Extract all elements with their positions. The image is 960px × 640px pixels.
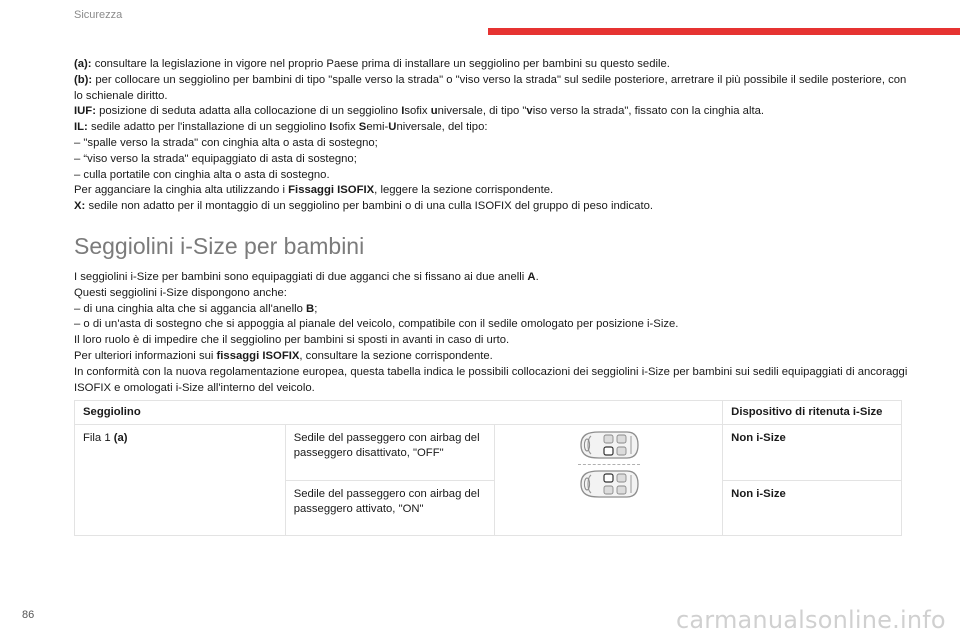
regulation-text: In conformità con la nuova regolamentazione europea, questa tabella indica le possibili collocazioni dei seggiolini i-Size per bambini sui sedili equipaggiati di ancoraggi ISOFIX e omologati i-Size all'interno del veicolo. (74, 365, 908, 394)
seat-description: Sedile del passeggero con airbag del passeggero attivato, "ON" (285, 480, 495, 536)
header-seat: Seggiolino (75, 401, 723, 425)
diagram-divider (578, 464, 640, 465)
isofix-note: Per agganciare la cinghia alta utilizzando i Fissaggi ISOFIX, leggere la sezione corrispondente. (74, 184, 554, 197)
role-text: Il loro ruolo è di impedire che il seggiolino per bambini si sposti in avanti in caso di urto. (74, 334, 510, 347)
table-header-row (75, 401, 902, 425)
car-top-view-icon (577, 429, 641, 461)
row-label: Fila 1 (a) (75, 425, 286, 536)
note-x: X: sedile non adatto per il montaggio di un seggiolino per bambini o di una culla ISOFIX del gruppo di peso indicato. (74, 200, 654, 213)
car-diagram-cell (495, 425, 723, 536)
device-value: Non i-Size (723, 425, 902, 481)
intro-text: I seggiolini i-Size per bambini sono equipaggiati di due agganci che si fissano ai due anelli A. (74, 270, 539, 283)
watermark: carmanualsonline.info (676, 606, 946, 634)
table-row (75, 425, 902, 481)
main-content (74, 57, 910, 396)
note-il: IL: sedile adatto per l'installazione di un seggiolino Isofix Semi-Universale, del tipo: (74, 121, 488, 134)
features-lead: Questi seggiolini i-Size dispongono anche: (74, 286, 287, 299)
section-title: Seggiolini i-Size per bambini (74, 232, 365, 259)
il-item: – culla portatile con cinghia alta o asta di sostegno. (74, 168, 330, 181)
isize-table (74, 400, 902, 536)
note-iuf: IUF: posizione di seduta adatta alla collocazione di un seggiolino Isofix universale, di tipo "viso verso la strada", fissato con la cinghia alta. (74, 105, 765, 118)
device-value: Non i-Size (723, 480, 902, 536)
header-device: Dispositivo di ritenuta i-Size (723, 401, 902, 425)
seat-description: Sedile del passeggero con airbag del passeggero disattivato, "OFF" (285, 425, 495, 481)
feature-item: – o di un'asta di sostegno che si appoggia al pianale del veicolo, compatibile con il sedile omologato per posizione i-Size. (74, 318, 679, 331)
header-section-title: Sicurezza (74, 9, 123, 21)
il-item: – "spalle verso la strada" con cinghia alta o asta di sostegno; (74, 136, 378, 149)
car-top-view-icon (577, 468, 641, 500)
more-info-text: Per ulteriori informazioni sui fissaggi ISOFIX, consultare la sezione corrispondente. (74, 349, 493, 362)
il-item: – “viso verso la strada" equipaggiato di asta di sostegno; (74, 152, 357, 165)
note-a: (a): consultare la legislazione in vigore nel proprio Paese prima di installare un seggiolino per bambini su questo sedile. (74, 58, 670, 70)
note-b: (b): per collocare un seggiolino per bambini di tipo "spalle verso la strada" o "viso verso la strada" sul sedile posteriore, arretrare il più possibile il sedile posteriore, con lo schienale diritto. (74, 73, 907, 102)
page-number: 86 (22, 609, 35, 621)
feature-item: – di una cinghia alta che si aggancia all'anello B; (74, 302, 318, 315)
header-accent-bar (488, 28, 960, 35)
